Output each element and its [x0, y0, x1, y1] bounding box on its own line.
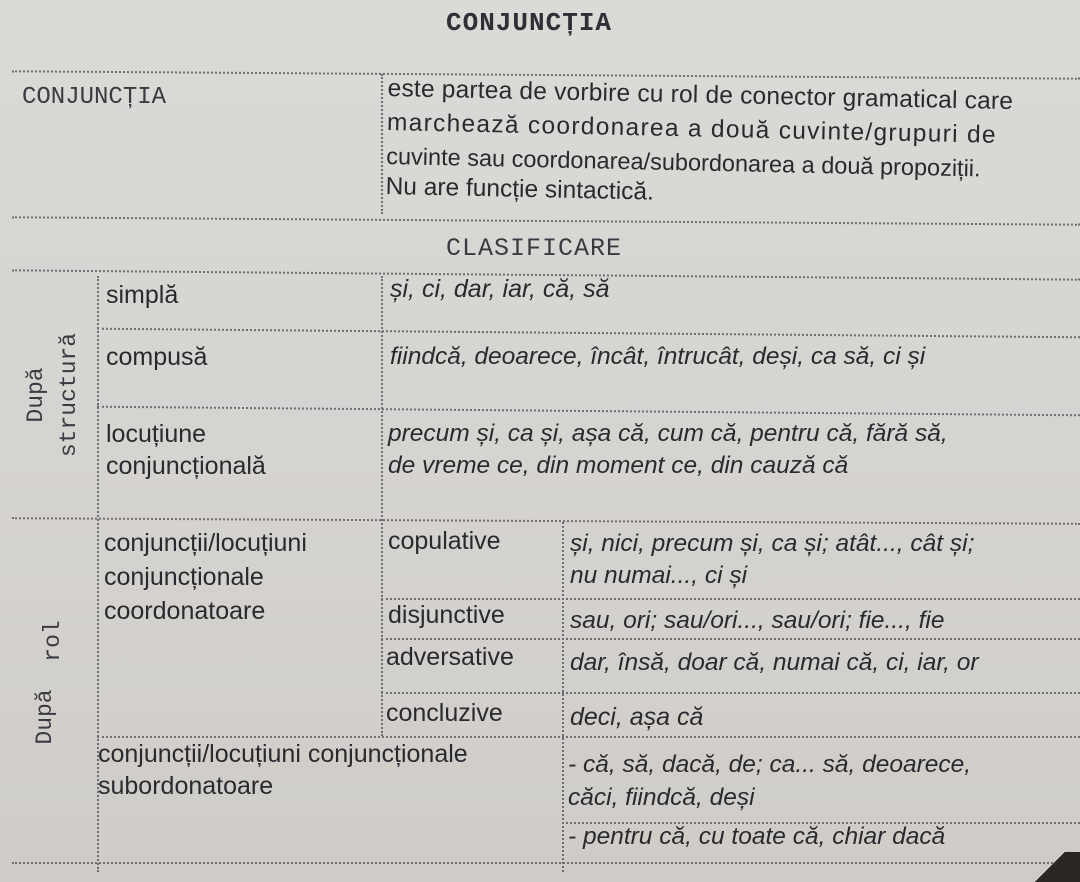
structure-type-simple: simplă [106, 281, 179, 309]
subordinating-label-line: subordonatoare [98, 772, 274, 800]
divider [562, 822, 1080, 824]
definition-line: este partea de vorbire cu rol de conector gramatical care [387, 74, 1014, 116]
divider [562, 522, 564, 872]
coordinating-type-conclusive: concluzive [386, 699, 503, 727]
structure-group-label-top: După [23, 367, 49, 423]
coordinating-label-line: conjuncționale [104, 563, 264, 591]
definition-text [385, 74, 1078, 216]
structure-examples-compound: fiindcă, deoarece, încât, întrucât, deși, ca să, ci și [390, 343, 926, 370]
subordinating-label [98, 738, 468, 802]
divider [12, 862, 1072, 864]
structure-type-line: conjuncțională [106, 452, 266, 480]
coordinating-examples-conclusive: deci, așa că [570, 703, 704, 731]
divider [381, 74, 383, 214]
role-group-label-bottom: rol [40, 620, 66, 662]
structure-examples-simple: și, ci, dar, iar, că, să [390, 275, 610, 303]
divider [12, 517, 1080, 525]
examples-line: de vreme ce, din moment ce, din cauză că [388, 452, 849, 479]
classification-heading: CLASIFICARE [446, 234, 623, 263]
divider [381, 638, 1080, 640]
coordinating-type-copulative: copulative [388, 527, 501, 555]
definition-term: CONJUNCȚIA [22, 84, 167, 111]
structure-type-compound: compusă [106, 343, 208, 371]
coordinating-type-adversative: adversative [386, 643, 514, 671]
divider [381, 692, 1080, 694]
subordinating-examples [568, 748, 971, 853]
subordinating-label-line: conjuncții/locuțiuni conjuncționale [98, 740, 468, 768]
coordinating-label [104, 526, 307, 628]
page-edge-shadow [1020, 852, 1080, 882]
examples-line: nu numai..., ci și [570, 562, 748, 589]
definition-line: Nu are funcție sintactică. [385, 172, 655, 206]
definition-line: cuvinte sau coordonarea/subordonarea a două propoziții. [386, 142, 981, 182]
examples-line: căci, fiindcă, deși [568, 784, 755, 811]
structure-group-label-bottom: structură [56, 332, 82, 458]
coordinating-label-line: conjuncții/locuțiuni [104, 529, 307, 557]
divider [12, 216, 1080, 225]
examples-line: - că, să, dacă, de; ca... să, deoarece, [568, 751, 972, 778]
structure-examples-locution [388, 418, 948, 482]
coordinating-examples-disjunctive: sau, ori; sau/ori..., sau/ori; fie..., fie [570, 607, 945, 634]
divider [381, 276, 383, 736]
coordinating-examples-adversative: dar, însă, doar că, numai că, ci, iar, or [570, 649, 979, 676]
page-title: CONJUNCȚIA [446, 8, 613, 38]
structure-type-line: locuțiune [106, 420, 207, 448]
coordinating-label-line: coordonatoare [104, 597, 266, 625]
examples-line: și, nici, precum și, ca și; atât..., cât și; [570, 530, 975, 557]
role-group-label-top: După [32, 689, 58, 745]
structure-type-locution [106, 418, 266, 482]
examples-line: precum și, ca și, așa că, cum că, pentru că, fără să, [388, 420, 948, 447]
definition-line: marchează coordonarea a două cuvinte/grupuri de [386, 108, 998, 149]
coordinating-examples-copulative [570, 528, 974, 592]
divider [97, 406, 1080, 417]
examples-line: - pentru că, cu toate că, chiar dacă [568, 823, 946, 850]
coordinating-type-disjunctive: disjunctive [388, 601, 505, 629]
divider [97, 328, 1080, 339]
